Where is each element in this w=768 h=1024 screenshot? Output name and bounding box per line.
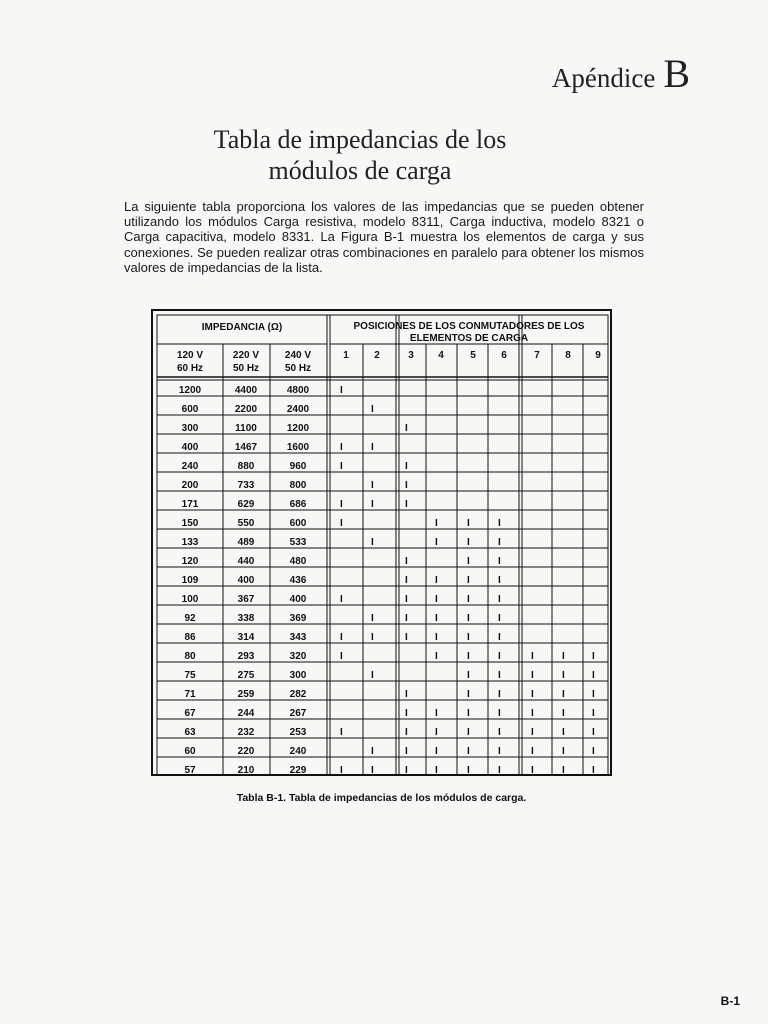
switch-on-mark: I (405, 499, 408, 510)
switch-on-mark: I (531, 746, 534, 757)
switch-on-mark: I (498, 689, 501, 700)
switch-on-mark: I (340, 499, 343, 510)
switch-on-mark: I (467, 594, 470, 605)
switch-on-mark: I (435, 727, 438, 738)
switch-on-mark: I (405, 423, 408, 434)
impedance-value: 733 (237, 480, 255, 491)
impedance-value: 400 (181, 442, 199, 453)
impedance-value: 86 (184, 632, 196, 643)
switch-on-mark: I (592, 746, 595, 757)
switch-on-mark: I (531, 765, 534, 774)
switch-on-mark: I (340, 651, 343, 662)
impedance-value: 63 (184, 727, 196, 738)
switch-on-mark: I (371, 765, 374, 774)
switch-on-mark: I (592, 651, 595, 662)
switch-on-mark: I (562, 670, 565, 681)
page-number: B-1 (720, 994, 740, 1008)
switch-on-mark: I (405, 727, 408, 738)
impedance-value: 4400 (234, 385, 258, 396)
switch-column-header: 7 (534, 350, 540, 361)
switch-on-mark: I (371, 746, 374, 757)
switch-on-mark: I (498, 708, 501, 719)
impedance-value: 133 (181, 537, 199, 548)
table-caption: Tabla B-1. Tabla de impedancias de los módulos de carga. (236, 792, 527, 804)
impedance-value: 75 (184, 670, 196, 681)
impedance-value: 314 (237, 632, 255, 643)
switch-column-header: 5 (470, 350, 476, 361)
appendix-heading (552, 50, 690, 97)
switch-on-mark: I (531, 651, 534, 662)
switch-on-mark: I (340, 461, 343, 472)
switch-on-mark: I (498, 613, 501, 624)
switch-on-mark: I (592, 708, 595, 719)
switch-on-mark: I (592, 727, 595, 738)
switch-on-mark: I (467, 765, 470, 774)
impedance-value: 282 (289, 689, 307, 700)
switch-on-mark: I (498, 537, 501, 548)
switch-on-mark: I (405, 765, 408, 774)
switch-on-mark: I (435, 765, 438, 774)
switch-on-mark: I (467, 727, 470, 738)
switch-on-mark: I (467, 518, 470, 529)
switch-on-mark: I (435, 613, 438, 624)
impedance-value: 600 (289, 518, 307, 529)
impedance-value: 550 (237, 518, 255, 529)
impedance-value: 400 (289, 594, 307, 605)
switch-on-mark: I (340, 632, 343, 643)
impedance-value: 1200 (178, 385, 202, 396)
switch-on-mark: I (498, 518, 501, 529)
impedance-value: 960 (289, 461, 307, 472)
impedance-value: 253 (289, 727, 307, 738)
switch-on-mark: I (340, 727, 343, 738)
intro-paragraph: La siguiente tabla proporciona los valores de las impedancias que se pueden obtener utilizando los módulos Carga resistiva, modelo 8311, Carga inductiva, modelo 8321 o Carga capacitiva, modelo 8331. La Figura B-1 muestra los elementos de carga y sus conexiones. Se pueden realizar otras combinaciones en paralelo para obtener los mismos valores de impedancias de la lista. (124, 199, 644, 275)
impedance-value: 369 (289, 613, 307, 624)
switch-on-mark: I (435, 632, 438, 643)
switch-on-mark: I (498, 575, 501, 586)
switch-on-mark: I (498, 556, 501, 567)
impedance-value: 489 (237, 537, 255, 548)
switch-on-mark: I (435, 708, 438, 719)
impedance-column-header: 240 V (284, 350, 312, 361)
impedance-value: 2200 (234, 404, 258, 415)
switch-on-mark: I (405, 594, 408, 605)
switch-on-mark: I (435, 594, 438, 605)
switch-on-mark: I (467, 689, 470, 700)
switch-on-mark: I (498, 727, 501, 738)
appendix-letter: B (663, 51, 690, 96)
switch-on-mark: I (562, 708, 565, 719)
switch-on-mark: I (592, 765, 595, 774)
impedance-value: 400 (237, 575, 255, 586)
impedance-value: 440 (237, 556, 255, 567)
switch-on-mark: I (531, 689, 534, 700)
switch-on-mark: I (498, 632, 501, 643)
switch-on-mark: I (467, 746, 470, 757)
switch-on-mark: I (371, 442, 374, 453)
switch-on-mark: I (531, 708, 534, 719)
switch-on-mark: I (371, 537, 374, 548)
impedance-value: 436 (289, 575, 307, 586)
impedance-value: 244 (237, 708, 255, 719)
switch-on-mark: I (467, 632, 470, 643)
positions-header-line1: POSICIONES DE LOS CONMUTADORES DE LOS (353, 321, 585, 332)
table-inner-border (157, 315, 608, 774)
impedance-value: 338 (237, 613, 255, 624)
switch-on-mark: I (340, 765, 343, 774)
impedance-value: 300 (289, 670, 307, 681)
switch-on-mark: I (340, 594, 343, 605)
switch-on-mark: I (435, 537, 438, 548)
switch-on-mark: I (371, 499, 374, 510)
impedance-value: 240 (181, 461, 199, 472)
switch-on-mark: I (467, 556, 470, 567)
impedance-value: 259 (237, 689, 255, 700)
impedance-value: 71 (184, 689, 196, 700)
page-title-line2: módulos de carga (268, 156, 452, 185)
impedance-header: IMPEDANCIA (Ω) (201, 322, 283, 333)
impedance-value: 275 (237, 670, 255, 681)
impedance-value: 200 (181, 480, 199, 491)
switch-on-mark: I (435, 518, 438, 529)
switch-on-mark: I (562, 746, 565, 757)
switch-on-mark: I (467, 651, 470, 662)
impedance-value: 1200 (286, 423, 310, 434)
switch-on-mark: I (405, 480, 408, 491)
switch-on-mark: I (405, 613, 408, 624)
page-title (150, 124, 570, 186)
switch-on-mark: I (592, 670, 595, 681)
impedance-value: 229 (289, 765, 307, 774)
impedance-value: 232 (237, 727, 255, 738)
switch-on-mark: I (405, 632, 408, 643)
switch-column-header: 1 (343, 350, 349, 361)
impedance-value: 4800 (286, 385, 310, 396)
page-title-line1: Tabla de impedancias de los (213, 125, 507, 154)
impedance-value: 600 (181, 404, 199, 415)
impedance-value: 57 (184, 765, 196, 774)
switch-on-mark: I (498, 746, 501, 757)
switch-on-mark: I (531, 727, 534, 738)
switch-on-mark: I (498, 670, 501, 681)
switch-on-mark: I (562, 765, 565, 774)
impedance-column-header: 50 Hz (232, 363, 260, 374)
impedance-value: 80 (184, 651, 196, 662)
impedance-value: 343 (289, 632, 307, 643)
switch-on-mark: I (562, 727, 565, 738)
switch-on-mark: I (371, 670, 374, 681)
impedance-column-header: 220 V (232, 350, 260, 361)
switch-on-mark: I (405, 689, 408, 700)
switch-on-mark: I (340, 442, 343, 453)
switch-on-mark: I (467, 537, 470, 548)
impedance-column-header: 50 Hz (284, 363, 312, 374)
switch-on-mark: I (405, 461, 408, 472)
switch-on-mark: I (371, 480, 374, 491)
impedance-column-header: 120 V (176, 350, 204, 361)
switch-column-header: 2 (374, 350, 380, 361)
impedance-value: 880 (237, 461, 255, 472)
impedance-value: 267 (289, 708, 307, 719)
impedance-value: 300 (181, 423, 199, 434)
switch-column-header: 9 (595, 350, 601, 361)
impedance-value: 629 (237, 499, 255, 510)
impedance-value: 1600 (286, 442, 310, 453)
switch-on-mark: I (467, 670, 470, 681)
impedance-value: 800 (289, 480, 307, 491)
switch-column-header: 4 (438, 350, 444, 361)
switch-on-mark: I (340, 385, 343, 396)
impedance-value: 533 (289, 537, 307, 548)
impedance-value: 120 (181, 556, 199, 567)
impedance-value: 320 (289, 651, 307, 662)
impedance-value: 100 (181, 594, 199, 605)
switch-on-mark: I (498, 594, 501, 605)
switch-on-mark: I (467, 575, 470, 586)
switch-on-mark: I (435, 575, 438, 586)
impedance-value: 1467 (234, 442, 258, 453)
impedance-value: 293 (237, 651, 255, 662)
positions-header-line2: ELEMENTOS DE CARGA (409, 333, 529, 344)
impedance-value: 60 (184, 746, 196, 757)
switch-on-mark: I (467, 708, 470, 719)
impedance-value: 1100 (235, 423, 257, 434)
impedance-value: 240 (289, 746, 307, 757)
impedance-column-header: 60 Hz (176, 363, 204, 374)
switch-on-mark: I (498, 765, 501, 774)
switch-on-mark: I (371, 404, 374, 415)
impedance-value: 171 (181, 499, 199, 510)
switch-on-mark: I (405, 575, 408, 586)
switch-on-mark: I (562, 651, 565, 662)
impedance-value: 480 (289, 556, 307, 567)
switch-on-mark: I (405, 746, 408, 757)
switch-on-mark: I (498, 651, 501, 662)
switch-on-mark: I (405, 708, 408, 719)
appendix-word: Apéndice (551, 63, 656, 93)
switch-on-mark: I (371, 613, 374, 624)
impedance-value: 220 (237, 746, 255, 757)
switch-on-mark: I (435, 746, 438, 757)
switch-column-header: 3 (408, 350, 414, 361)
switch-on-mark: I (435, 651, 438, 662)
switch-on-mark: I (531, 670, 534, 681)
impedance-value: 150 (181, 518, 199, 529)
impedance-table-grid (153, 311, 610, 774)
impedance-value: 367 (237, 594, 255, 605)
switch-column-header: 6 (501, 350, 507, 361)
impedance-value: 210 (237, 765, 255, 774)
impedance-value: 686 (289, 499, 307, 510)
impedance-value: 2400 (286, 404, 310, 415)
impedance-value: 109 (181, 575, 199, 586)
switch-on-mark: I (592, 689, 595, 700)
switch-column-header: 8 (565, 350, 571, 361)
switch-on-mark: I (340, 518, 343, 529)
switch-on-mark: I (371, 632, 374, 643)
impedance-table (151, 309, 612, 776)
impedance-value: 67 (184, 708, 196, 719)
switch-on-mark: I (467, 613, 470, 624)
impedance-value: 92 (184, 613, 196, 624)
switch-on-mark: I (405, 556, 408, 567)
switch-on-mark: I (562, 689, 565, 700)
